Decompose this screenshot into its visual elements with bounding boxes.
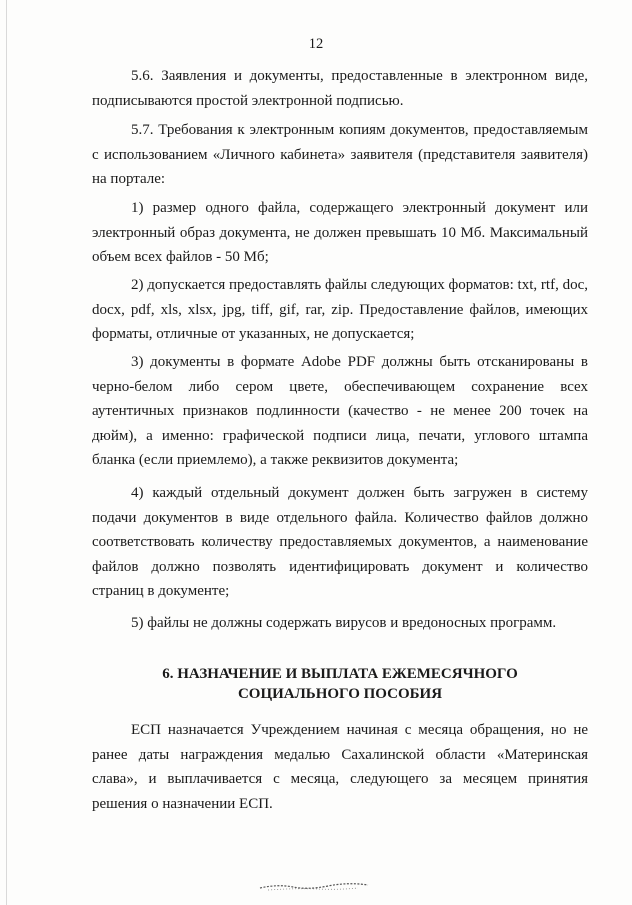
- section-heading-line-2: СОЦИАЛЬНОГО ПОСОБИЯ: [237, 686, 443, 702]
- scan-smudge-mark: [258, 878, 378, 892]
- paragraph-item-1: 1) размер одного файла, содержащего электронный документ или электронный образ документа, не должен превышать 10 Мб. Максимальный объем всех файлов - 50 Мб;: [92, 200, 588, 265]
- paragraph-5-6: 5.6. Заявления и документы, предоставленные в электронном виде, подписываются простой электронной подписью.: [92, 68, 588, 109]
- scan-margin-line: [6, 0, 7, 905]
- section-heading: [92, 664, 588, 704]
- paragraph-item-3: 3) документы в формате Adobe PDF должны быть отсканированы в черно-белом либо сером цвете, обеспечивающем сохранение всех аутентичных признаков подлинности (качество - не менее 200 точек на дюйм), а именно: графической подписи лица, печати, углового штампа бланка (если приемлемо), а также реквизитов документа;: [92, 354, 588, 468]
- paragraph-item-4: 4) каждый отдельный документ должен быть загружен в систему подачи документов в виде отдельного файла. Количество файлов должно соответствовать количеству предоставляемых документов, а наименование файлов должно позволять идентифицировать документ и количество страниц в документе;: [92, 485, 588, 599]
- paragraph-esp: ЕСП назначается Учреждением начиная с месяца обращения, но не ранее даты награждения медалью Сахалинской области «Материнская слава», и выплачивается с месяца, следующего за месяцем принятия решения о назначении ЕСП.: [92, 722, 588, 812]
- paragraph-item-5: 5) файлы не должны содержать вирусов и вредоносных программ.: [131, 615, 557, 631]
- page-number: 12: [308, 36, 324, 52]
- section-heading-line-1: 6. НАЗНАЧЕНИЕ И ВЫПЛАТА ЕЖЕМЕСЯЧНОГО: [162, 666, 518, 682]
- paragraph-item-2: 2) допускается предоставлять файлы следующих форматов: txt, rtf, doc, docx, pdf, xls, xlsx, jpg, tiff, gif, rar, zip. Предоставление файлов, имеющих форматы, отличные от указанных, не допускается;: [92, 277, 588, 342]
- paragraph-5-7: 5.7. Требования к электронным копиям документов, предоставляемым с использованием «Личного кабинета» заявителя (представителя заявителя) на портале:: [92, 122, 588, 187]
